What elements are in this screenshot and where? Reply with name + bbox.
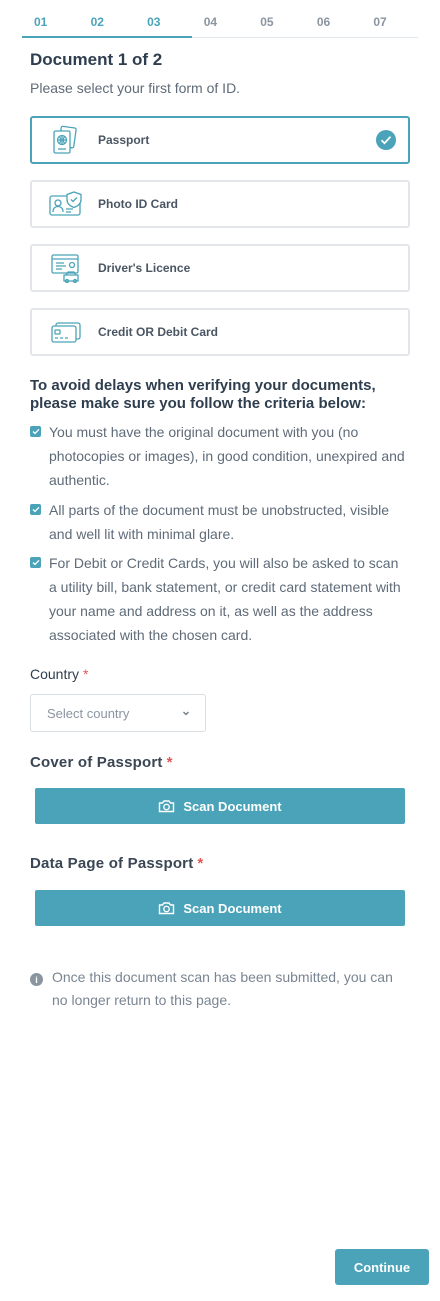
info-note xyxy=(30,966,400,1012)
scan-button-label: Scan Document xyxy=(183,798,282,814)
criteria-text: All parts of the document must be unobstructed, visible and well lit with minimal glare. xyxy=(49,502,390,542)
photo-id-card-icon xyxy=(48,189,84,219)
passport-icon xyxy=(48,125,84,155)
id-option-label: Passport xyxy=(98,133,150,147)
continue-button[interactable]: Continue xyxy=(335,1249,429,1285)
id-option-label: Driver's Licence xyxy=(98,261,191,275)
info-note-text: Once this document scan has been submitted, you can no longer return to this page. xyxy=(52,969,393,1008)
scan-button-label: Scan Document xyxy=(183,900,282,916)
chevron-down-icon xyxy=(181,706,191,721)
checkbox-checked-icon xyxy=(30,426,41,437)
id-option-photo-id-card[interactable] xyxy=(30,180,410,228)
required-mark: * xyxy=(197,855,204,872)
country-select[interactable] xyxy=(30,694,206,732)
criteria-item xyxy=(30,498,410,546)
info-icon: i xyxy=(30,973,43,986)
step-02[interactable]: 02 xyxy=(79,0,136,37)
country-select-placeholder: Select country xyxy=(47,705,130,721)
step-03[interactable]: 03 xyxy=(135,0,192,37)
criteria-item xyxy=(30,420,410,492)
data-page-of-passport-label xyxy=(30,855,203,872)
criteria-title: To avoid delays when verifying your documents, please make sure you follow the criteria below: xyxy=(30,377,376,412)
checkbox-checked-icon xyxy=(30,557,41,568)
document-subtitle: Please select your first form of ID. xyxy=(30,80,241,96)
scan-data-page-button[interactable] xyxy=(35,890,405,926)
required-mark: * xyxy=(166,754,173,771)
step-07: 07 xyxy=(373,15,387,29)
required-mark: * xyxy=(83,666,89,682)
criteria-text: For Debit or Credit Cards, you will also be asked to scan a utility bill, bank statement, or credit card statement with your name and address on it, as well as the address associated with the chosen card. xyxy=(49,555,401,643)
criteria-text: You must have the original document with you (no photocopies or images), in good condition, unexpired and authentic. xyxy=(49,424,405,488)
scan-cover-button[interactable] xyxy=(35,788,405,824)
step-04: 04 xyxy=(203,15,218,29)
id-option-credit-debit-card[interactable] xyxy=(30,308,410,356)
credit-card-icon xyxy=(48,317,84,347)
document-title: Document 1 of 2 xyxy=(30,50,163,69)
criteria-item xyxy=(30,551,410,647)
drivers-licence-icon xyxy=(48,253,84,283)
country-label-text: Country xyxy=(30,666,80,682)
cover-of-passport-label xyxy=(30,754,173,771)
camera-icon xyxy=(158,799,175,813)
step-01[interactable]: 01 xyxy=(22,0,79,37)
id-option-label: Photo ID Card xyxy=(98,197,178,211)
progress-stepper xyxy=(22,0,418,38)
id-option-passport[interactable] xyxy=(30,116,410,164)
step-06: 06 xyxy=(316,15,331,29)
checkmark-icon xyxy=(376,130,396,150)
id-option-label: Credit OR Debit Card xyxy=(98,325,219,339)
checkbox-checked-icon xyxy=(30,504,41,515)
country-label xyxy=(30,666,88,682)
step-05: 05 xyxy=(260,15,274,29)
section-label-text: Cover of Passport xyxy=(30,754,163,771)
camera-icon xyxy=(158,901,175,915)
id-option-drivers-licence[interactable] xyxy=(30,244,410,292)
section-label-text: Data Page of Passport xyxy=(30,855,194,872)
